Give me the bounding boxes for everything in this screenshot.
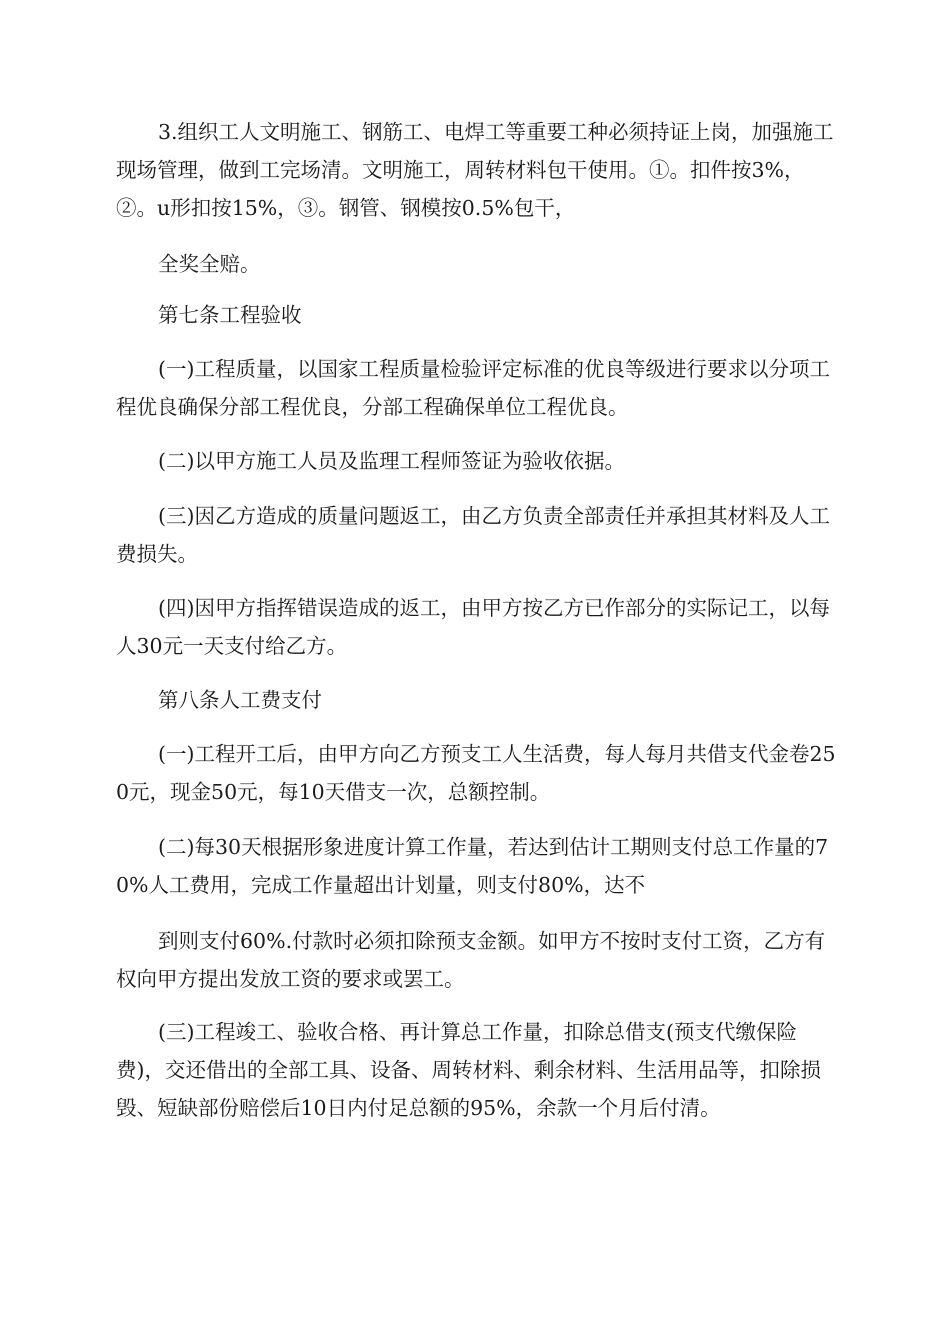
heading-article-8: 第八条人工费支付	[158, 688, 322, 712]
paragraph-7-4: (四)因甲方指挥错误造成的返工，由甲方按乙方已作部分的实际记工，以每人30元一天支付给乙方。	[116, 596, 830, 658]
heading-article-7: 第七条工程验收	[158, 303, 302, 327]
paragraph-civilized-construction: 3.组织工人文明施工、钢筋工、电焊工等重要工种必须持证上岗，加强施工现场管理，做到工完场清。文明施工，周转材料包干使用。①。扣件按3%，②。u形扣按15%，③。钢管、钢模按0.5%包干，	[116, 120, 834, 220]
paragraph-8-3: (三)工程竣工、验收合格、再计算总工作量，扣除总借支(预支代缴保险费)，交还借出的全部工具、设备、周转材料、剩余材料、生活用品等，扣除损毁、短缺部份赔偿后10日内付足总额的95%，余款一个月后付清。	[116, 1020, 821, 1120]
paragraph-full-reward: 全奖全赔。	[158, 252, 261, 276]
paragraph-7-1: (一)工程质量，以国家工程质量检验评定标准的优良等级进行要求以分项工程优良确保分部工程优良，分部工程确保单位工程优良。	[116, 357, 830, 419]
paragraph-8-2-continued: 到则支付60%.付款时必须扣除预支金额。如甲方不按时支付工资，乙方有权向甲方提出发放工资的要求或罢工。	[116, 929, 826, 991]
paragraph-7-3: (三)因乙方造成的质量问题返工，由乙方负责全部责任并承担其材料及人工费损失。	[116, 504, 830, 566]
paragraph-8-1: (一)工程开工后，由甲方向乙方预支工人生活费，每人每月共借支代金卷250元，现金50元，每10天借支一次，总额控制。	[116, 742, 836, 804]
paragraph-8-2: (二)每30天根据形象进度计算工作量，若达到估计工期则支付总工作量的70%人工费用，完成工作量超出计划量，则支付80%，达不	[116, 835, 829, 897]
paragraph-7-2: (二)以甲方施工人员及监理工程师签证为验收依据。	[158, 449, 625, 473]
